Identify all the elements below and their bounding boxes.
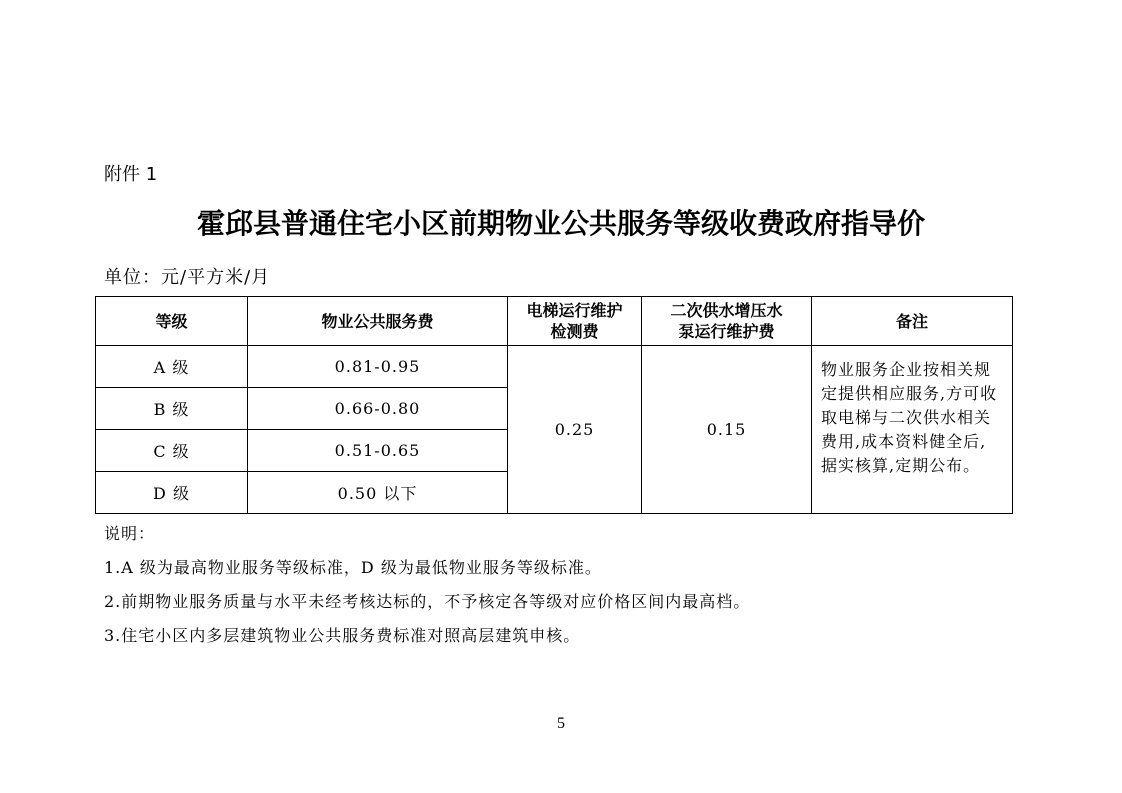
table-header-row (96, 297, 1013, 346)
header-elevator-line1: 电梯运行维护 (526, 301, 623, 320)
table-row (96, 346, 1013, 388)
grade-cell: D 级 (96, 472, 248, 514)
grade-cell: C 级 (96, 430, 248, 472)
fee-table (95, 296, 1013, 514)
header-remark: 备注 (812, 297, 1013, 346)
header-elevator-fee (508, 297, 642, 346)
header-pump-fee (642, 297, 812, 346)
note-item: 2.前期物业服务质量与水平未经考核达标的，不予核定各等级对应价格区间内最高档。 (104, 592, 751, 611)
header-elevator-line2: 检测费 (550, 322, 599, 341)
header-pump-line2: 泵运行维护费 (678, 322, 775, 341)
grade-cell: B 级 (96, 388, 248, 430)
notes-heading: 说明： (104, 524, 156, 543)
service-fee-cell: 0.81-0.95 (248, 346, 508, 388)
note-item: 1.A 级为最高物业服务等级标准，D 级为最低物业服务等级标准。 (104, 558, 602, 577)
header-grade: 等级 (96, 297, 248, 346)
attachment-label: 附件 1 (104, 164, 158, 185)
header-service-fee: 物业公共服务费 (248, 297, 508, 346)
grade-cell: A 级 (96, 346, 248, 388)
header-pump-line1: 二次供水增压水 (670, 301, 783, 320)
document-title: 霍邱县普通住宅小区前期物业公共服务等级收费政府指导价 (196, 207, 925, 240)
page-number: 5 (557, 715, 565, 732)
note-item: 3.住宅小区内多层建筑物业公共服务费标准对照高层建筑申核。 (104, 626, 581, 645)
pump-fee-cell: 0.15 (642, 346, 812, 514)
elevator-fee-cell: 0.25 (508, 346, 642, 514)
service-fee-cell: 0.51-0.65 (248, 430, 508, 472)
service-fee-cell: 0.50 以下 (248, 472, 508, 514)
notes-section (104, 522, 750, 658)
remark-cell: 物业服务企业按相关规定提供相应服务,方可收取电梯与二次供水相关费用,成本资料健全后,据实核算,定期公布。 (812, 346, 1013, 514)
service-fee-cell: 0.66-0.80 (248, 388, 508, 430)
unit-label: 单位：元/平方米/月 (104, 267, 271, 288)
